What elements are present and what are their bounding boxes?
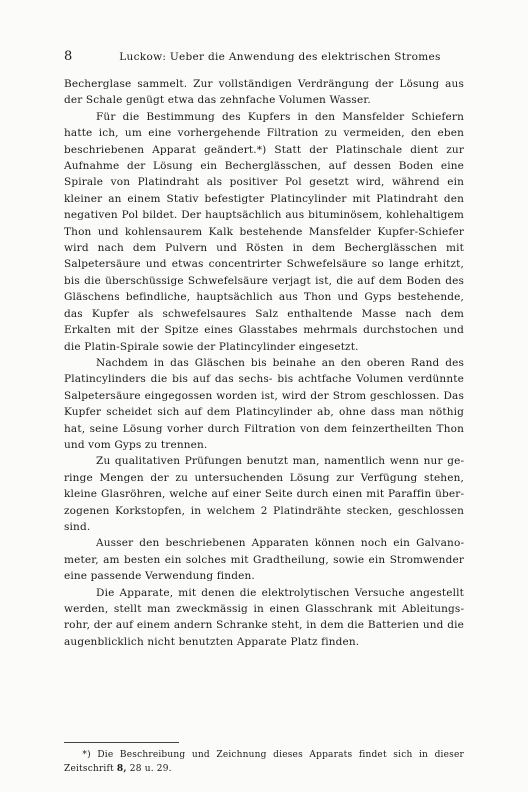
page-number: 8 <box>64 49 73 64</box>
paragraph: Ausser den beschriebenen Apparaten können noch ein Galvanometer, am besten ein solches mit Gradtheilung, sowie ein Stromwender eine passende Verwendung finden. <box>64 537 464 583</box>
footnote-divider <box>64 742 179 743</box>
footnote-text: Die Beschreibung und Zeichnung dieses Apparats findet sich in dieser Zeitschrift <box>64 750 465 774</box>
paragraph: Die Apparate, mit denen die elektrolytischen Versuche angestellt werden, stellt man zweckmässig in einen Glasschrank mit Ableitungsrohr, der auf einem andern Schranke steht, in dem die Batterien und die augenblicklich nicht benutzten Apparate Platz finden. <box>64 586 464 648</box>
paragraph: Zu qualitativen Prüfungen benutzt man, namentlich wenn nur geringe Mengen der zu untersuchenden Lösung zur Verfügung stehen, kleine Glasröhren, welche auf einer Seite durch einen mit Paraffin überzogenen Korkstopfen, in welchem 2 Platindrähte stecken, geschlossen sind. <box>64 455 464 533</box>
paragraph: Nachdem in das Gläschen bis beinahe an den oberen Rand des Platincylinders die bis auf das sechs- bis achtfache Volumen verdünnte Salpetersäure eingegossen worden ist, wird der Strom geschlossen. Das Kupfer scheidet sich auf dem Platincylinder ab, ohne dass man nöthig hat, seine Lösung vorher durch Filtration von dem feinzertheilten Thon und vom Gyps zu trennen. <box>64 356 464 451</box>
footnote-volume: 8, <box>116 764 127 774</box>
footnote <box>64 748 464 776</box>
body-text <box>64 76 464 650</box>
footnote-marker: *) <box>82 750 91 760</box>
running-header <box>64 49 464 65</box>
paragraph-continued: Becherglase sammelt. Zur vollständigen Verdrängung der Lösung aus der Schale genügt etwa das zehnfache Volumen Wasser. <box>64 78 464 107</box>
footnote-pages: 28 u. 29. <box>129 764 172 774</box>
paragraph: Für die Bestimmung des Kupfers in den Mansfelder Schiefern hatte ich, um eine vorhergehende Filtration zu vermeiden, den eben beschriebenen Apparat geändert.*) Statt der Platinschale dient zur Aufnahme der Lösung ein Becherglässchen, auf dessen Boden eine Spirale von Platindraht als positiver Pol gesetzt wird, während ein kleiner an einem Stativ befestigter Platincylinder mit Platindraht den negativen Pol bildet. Der hauptsächlich aus bituminösem, kohlehaltigem Thon und kohlensaurem Kalk bestehende Mansfelder Kupfer-Schiefer wird nach dem Pulvern und Rösten in dem Becherglässchen mit Salpetersäure und etwas concentrirter Schwefelsäure so lange erhitzt, bis die überschüssige Schwefelsäure verjagt ist, die auf dem Boden des Gläschens befindliche, hauptsächlich aus Thon und Gyps bestehende, das Kupfer als schwefelsaures Salz enthaltende Masse nach dem Erkalten mit der Spitze eines Glasstabes mehrmals durchstochen und die Platin-Spirale sowie der Platincylinder eingesetzt. <box>64 110 464 353</box>
running-title: Luckow: Ueber die Anwendung des elektrischen Stromes <box>119 51 441 63</box>
